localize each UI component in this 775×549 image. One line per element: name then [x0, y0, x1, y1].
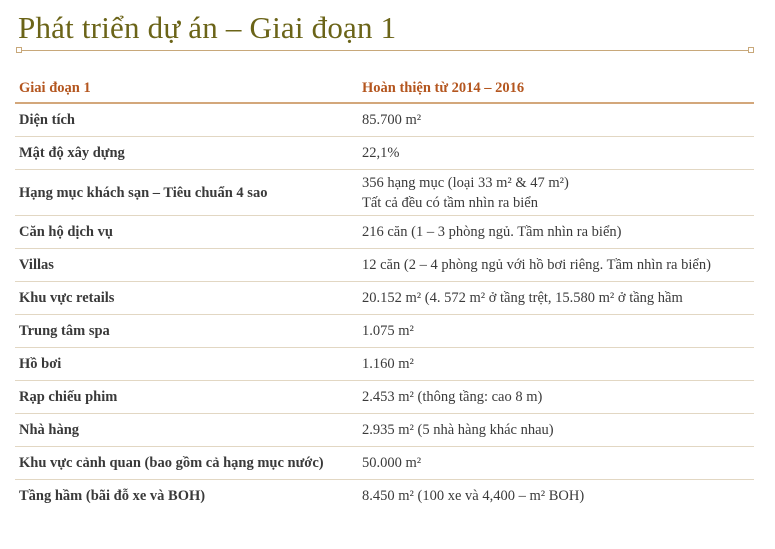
row-label: Diện tích [15, 103, 358, 137]
table-row [15, 137, 754, 170]
row-label: Tầng hầm (bãi đỗ xe và BOH) [19, 488, 206, 504]
row-value-line: 356 hạng mục (loại 33 m² & 47 m²) [362, 174, 569, 191]
table-row [15, 447, 754, 480]
table-row [15, 315, 754, 348]
table-row [15, 249, 754, 282]
row-value: 20.152 m² (4. 572 m² ở tầng trệt, 15.580 m² ở tầng hầm [358, 282, 754, 315]
row-value: 2.453 m² (thông tầng: cao 8 m) [358, 381, 754, 414]
table-row [15, 282, 754, 315]
row-label: Nhà hàng [15, 414, 358, 447]
table-row [15, 348, 754, 381]
table-row [15, 414, 754, 447]
table-row [15, 480, 754, 513]
table-row [15, 103, 754, 137]
row-value: 1.160 m² [358, 348, 754, 381]
row-value: 12 căn (2 – 4 phòng ngủ với hồ bơi riêng. Tầm nhìn ra biển) [358, 249, 754, 282]
header-completion-label: Hoàn thiện từ 2014 – 2016 [358, 73, 754, 103]
row-value [358, 170, 754, 216]
row-value: 1.075 m² [358, 315, 754, 348]
table-row [15, 170, 754, 216]
row-value: 216 căn (1 – 3 phòng ngủ. Tầm nhìn ra biển) [358, 216, 754, 249]
row-label: Căn hộ dịch vụ [15, 216, 358, 249]
row-label: Khu vực cảnh quan (bao gồm cả hạng mục nước) [15, 447, 358, 480]
row-value-line: Tất cả đều có tầm nhìn ra biển [362, 194, 538, 211]
row-label: Hồ bơi [15, 348, 358, 381]
divider-square-right [748, 47, 754, 53]
page-title: Phát triển dự án – Giai đoạn 1 [18, 10, 397, 45]
table-header-row [15, 73, 754, 103]
row-value: 22,1% [358, 137, 754, 170]
row-value: 2.935 m² (5 nhà hàng khác nhau) [358, 414, 754, 447]
row-label: Hạng mục khách sạn – Tiêu chuẩn 4 sao [15, 170, 358, 216]
row-value: 85.700 m² [358, 103, 754, 137]
row-label: Khu vực retails [15, 282, 358, 315]
row-value: 50.000 m² [358, 447, 754, 480]
row-label: Rạp chiếu phim [15, 381, 358, 414]
project-spec-table [15, 73, 754, 512]
row-label: Trung tâm spa [15, 315, 358, 348]
table-row [15, 381, 754, 414]
divider-line [22, 50, 748, 51]
table-row [15, 216, 754, 249]
row-value: 8.450 m² (100 xe và 4,400 – m² BOH) [362, 488, 585, 504]
row-label: Mật độ xây dựng [15, 137, 358, 170]
header-phase-label: Giai đoạn 1 [15, 73, 358, 103]
title-divider [16, 46, 754, 56]
row-label: Villas [15, 249, 358, 282]
